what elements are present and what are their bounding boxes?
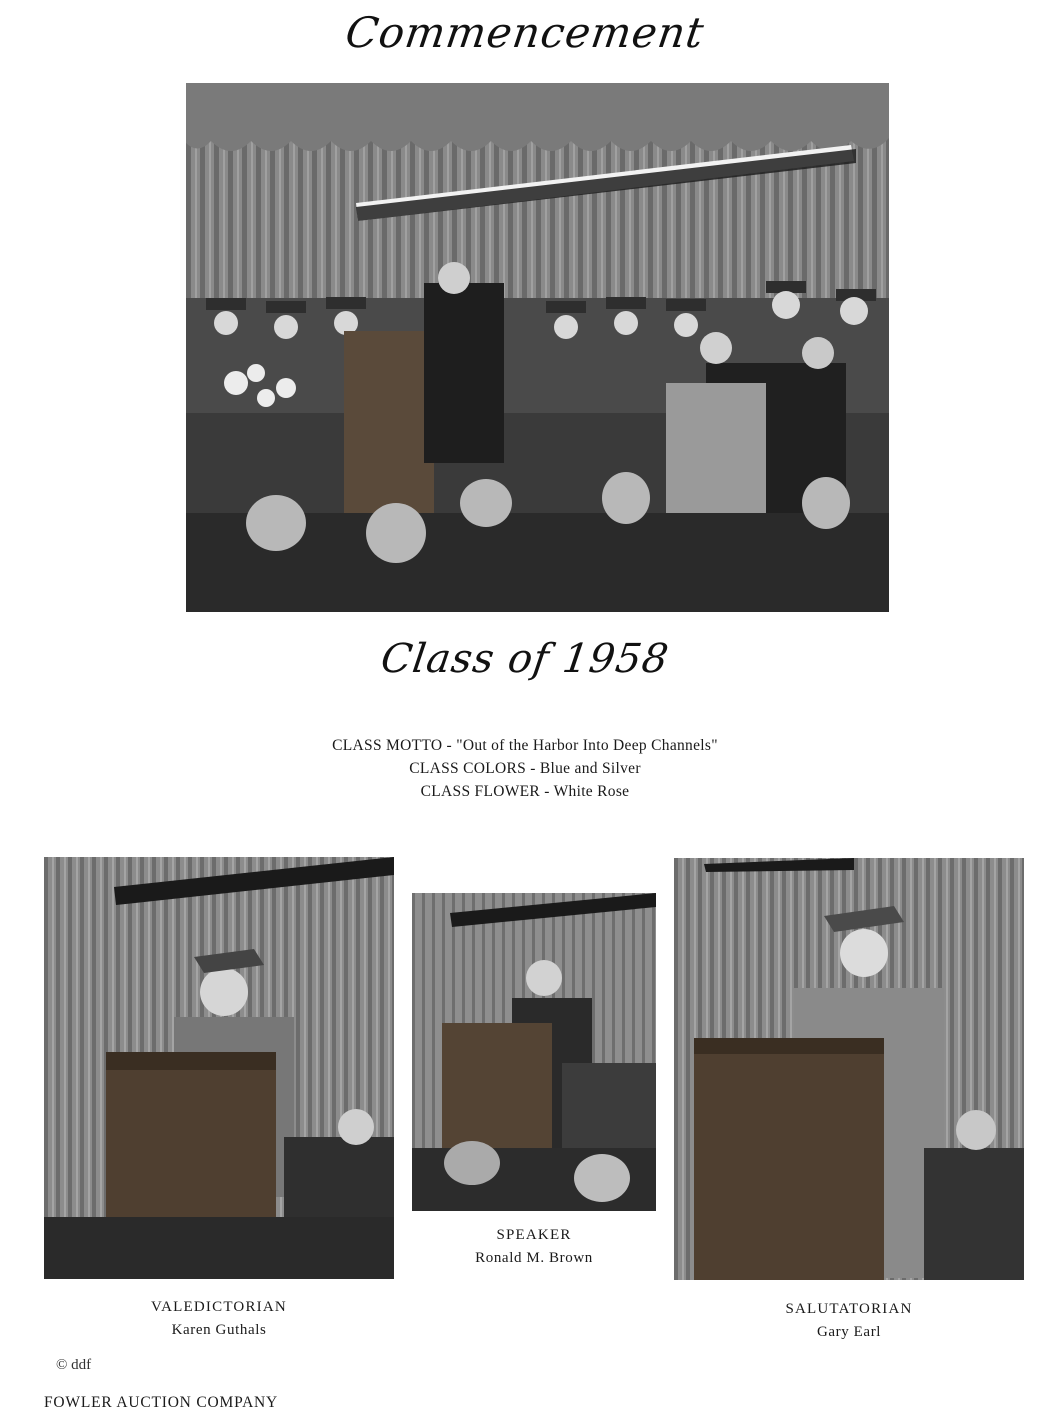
valedictorian-name: Karen Guthals — [171, 1322, 267, 1338]
valedictorian-caption — [44, 1296, 394, 1342]
salutatorian-name: Gary Earl — [816, 1324, 882, 1340]
sponsor-footer: FOWLER AUCTION COMPANY — [44, 1394, 279, 1411]
salutatorian-role: SALUTATORIAN — [785, 1301, 913, 1317]
copyright-mark: © ddf — [56, 1357, 92, 1373]
class-flower: CLASS FLOWER - White Rose — [420, 783, 630, 800]
class-colors: CLASS COLORS - Blue and Silver — [409, 760, 641, 777]
salutatorian-photo — [674, 858, 1024, 1280]
page-title: Commencement — [342, 8, 708, 57]
valedictorian-photo — [44, 857, 394, 1279]
valedictorian-role: VALEDICTORIAN — [151, 1299, 287, 1315]
speaker-name: Ronald M. Brown — [475, 1250, 593, 1266]
class-heading: Class of 1958 — [378, 636, 672, 682]
speaker-photo — [412, 893, 656, 1211]
speaker-caption — [412, 1224, 656, 1270]
class-motto: CLASS MOTTO - "Out of the Harbor Into Deep Channels" — [332, 737, 718, 754]
salutatorian-caption — [674, 1298, 1024, 1344]
speaker-role: SPEAKER — [496, 1227, 572, 1243]
class-info-block — [0, 734, 1050, 803]
commencement-ceremony-photo — [186, 83, 889, 612]
